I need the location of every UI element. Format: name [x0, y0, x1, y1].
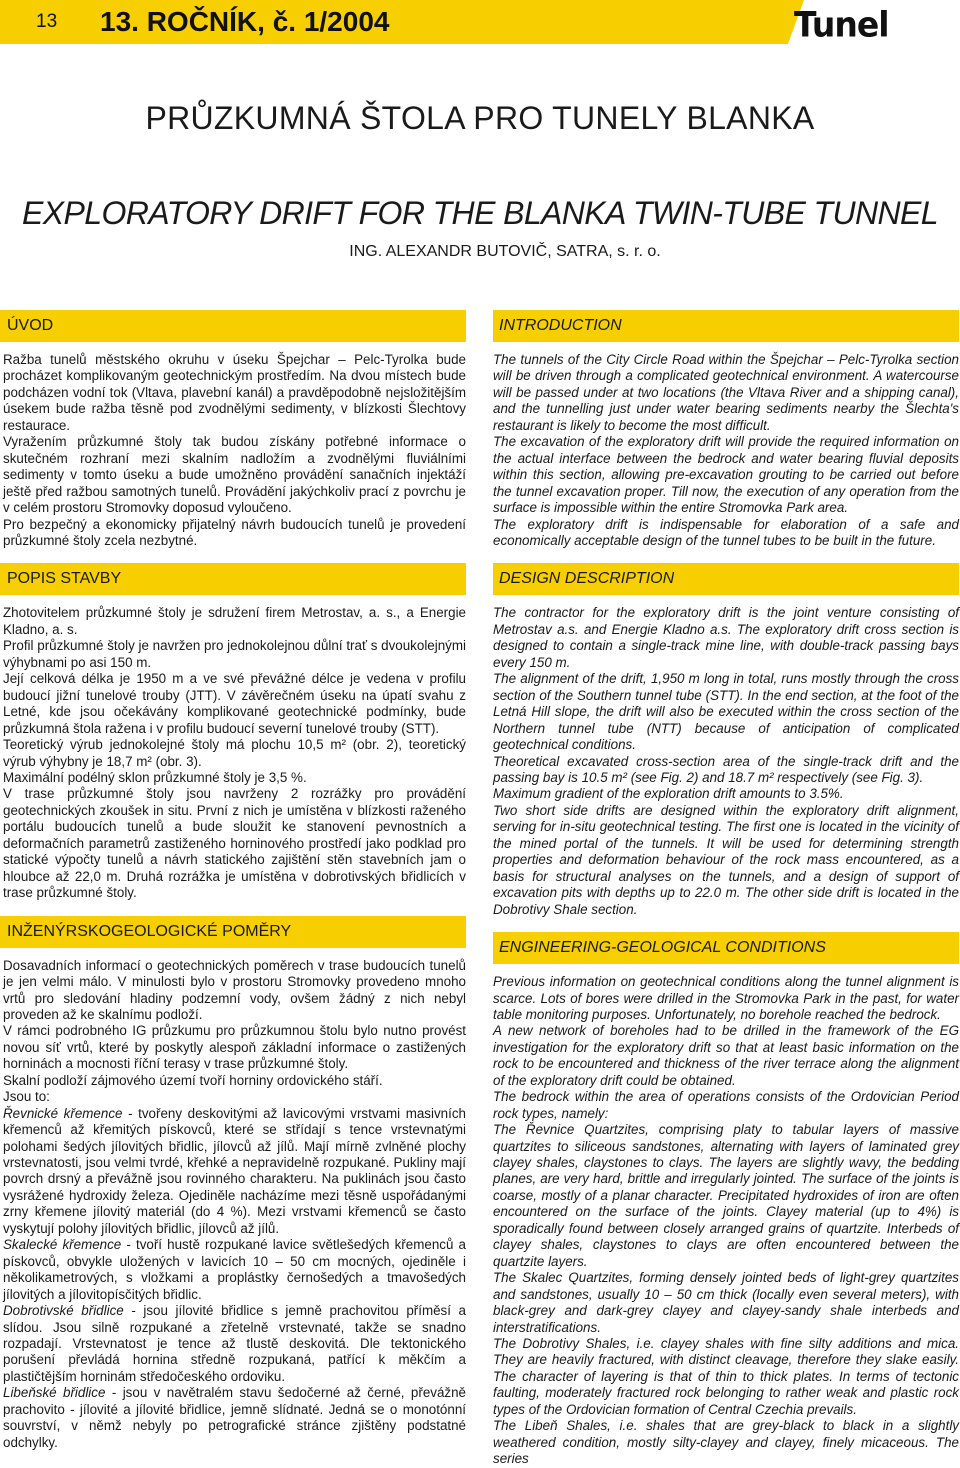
author-line: ING. ALEXANDR BUTOVIČ, SATRA, s. r. o. [349, 243, 661, 260]
paragraph: Jsou to: [3, 1089, 50, 1105]
rock-paragraph [3, 1106, 466, 1238]
paragraph: Theoretical excavated cross-section area of the single-track drift and the passing bay is 10.5 m² (see Fig. 2) and 18.7 m² respectively (see Fig. 3). [493, 753, 959, 785]
paragraph: The tunnels of the City Circle Road within the Špejchar – Pelc-Tyrolka section will be driven through a complicated geotechnical environment. A watercourse will be passed under at two locations (the Vltava River and a shipping canal), and the tunnelling just under water bearing sediments nearby the Šlechta's restaurant is likely to become the most difficult. [493, 352, 959, 433]
paragraph: Dosavadních informací o geotechnických poměrech v trase budoucích tunelů je jen velmi málo. V minulosti bylo v prostoru Stromovky provedeno mnoho vrtů pro sledování hladiny podzemní vody, ovšem žádný z nich nebyl proveden až ke skalnímu podloží. [3, 957, 466, 1022]
paragraph: Profil průzkumné štoly je navržen pro jednokolejnou důlní trať s dvoukolejnými výhybnami po asi 150 m. [3, 638, 466, 670]
paragraph: Skalní podloží zájmového území tvoří horniny ordovického stáří. [3, 1072, 383, 1088]
rock-description: - jsou v navětralém stavu šedočerné až černé, převážně prachovito - jílovité a jílovité břidlice, jemně slídnaté. Jedná se o monotónní souvrství, v němž nebyly po petrografické stránce zjištěny podstatné odchylky. [3, 1385, 466, 1450]
paragraph: The excavation of the exploratory drift will provide the required information on the actual interface between the bedrock and water bearing fluvial deposits within this section, allowing pre-excavation grouting to be carried out before the tunnel excavation proper. Till now, the execution of any operation from the surface is impossible within the entire Stromovka Park area. [493, 434, 959, 516]
paragraph: Maximální podélný sklon průzkumné štoly je 3,5 %. [3, 769, 307, 785]
rock-description: - jsou jílovité břidlice s jemně prachovitou příměsí a slídou. Jsou silně rozpukané a zřetelně vrstevnaté, takže se snadno rozpadají. Vrstevnatost je tence až tlustě deskovitá. Dle tektonického porušení převládá hornina středně rozpukaná, patřící k měkčím a plastičtějším horninám středočeského ordoviku. [3, 1303, 467, 1384]
title-czech: PRŮZKUMNÁ ŠTOLA PRO TUNELY BLANKA [145, 100, 815, 136]
rock-paragraph [3, 1303, 466, 1385]
paragraph: The Dobrotivy Shales, i.e. clayey shales with fine silty additions and mica. They are heavily fractured, with distinct cleavage, therefore they slake easily. The character of layering is that of thin to thick plates. In terms of tectonic faulting, moderately fractured rock belonging to rather weak and plastic rock types of the Ordovician formation of Central Czechia prevails. [493, 1336, 959, 1417]
tunel-logo: Tunel [794, 4, 889, 45]
paragraph: Previous information on geotechnical conditions along the tunnel alignment is scarce. Lots of bores were drilled in the Stromovka Park in the past, for water table monitoring purposes. Unfortunately, no borehole reached the bedrock. [493, 974, 959, 1022]
header-bar [0, 0, 960, 44]
section-heading-introduction: INTRODUCTION [493, 310, 959, 342]
paragraph: Zhotovitelem průzkumné štoly je sdružení firem Metrostav, a. s., a Energie Kladno, a. s. [3, 605, 466, 637]
paragraph: Ražba tunelů městského okruhu v úseku Špejchar – Pelc-Tyrolka bude procházet komplikovaným geotechnickým prostředím. Na dvou místech bude podcházen vodní tok (Vltava, plavební kanál) a pravděpodobně nejsložitějším úsekem bude ražba těsně pod zvodnělými sedimenty, v blízkosti Šlechtovy restaurace. [3, 352, 466, 433]
paragraph: The exploratory drift is indispensable for elaboration of a safe and economically acceptable design of the tunnel tubes to be built in the future. [493, 516, 959, 548]
page-number: 13 [0, 0, 80, 44]
paragraph: Její celková délka je 1950 m a ve své převážné délce je vedena v profilu budoucí jižní tunelové trouby (JTT). V závěrečném úseku na úpatí svahu z Letné, kde jsou očekávány komplikované geotechnické podmínky, bude průzkumná štola ražena i v profilu budoucí severní tunelové trouby (STT). [3, 671, 466, 736]
paragraph: The bedrock within the area of operations consists of the Ordovician Period rock types, namely: [493, 1089, 959, 1121]
paragraph: The Skalec Quartzites, forming densely jointed beds of light-grey quartzites and sandstones, usually 10 – 50 cm thick (locally even several meters), with black-grey and dark-grey clayey and clayey-sandy shale interbeds and interstratifications. [493, 1270, 959, 1335]
paragraph: V rámci podrobného IG průzkumu pro průzkumnou štolu bylo nutno provést novou síť vrtů, které by poskytly alespoň základní informace o zastižených horninách a mocnosti říční terasy v trase průzkumné štoly. [3, 1023, 466, 1072]
rock-description: - tvoří hustě rozpukané lavice světlešedých křemenců a pískovců, obvykle uložených v lavicích 10 – 50 cm mocných, ojediněle i několikametrových, s vložkami a proplástky černošedých a tmavošedých jílovitých a jílovitopísčitých břidlic. [3, 1237, 466, 1302]
paragraph: The Řevnice Quartzites, comprising platy to tabular layers of massive quartzites to siliceous sandstones, alternating with layers of laminated grey clayey shales, claystones to clays. The layers are slightly wavy, the bedding planes, are very hard, brittle and irregularly jointed. The surface of the joints is coarse, mostly of a planar character. Precipitated hydroxides of iron are often encountered on the surface of the joints. Clayey material (up to 4%) is sporadically found between closely arranged grains of quartzite. Interbeds of clayey shales, claystones to clays are often encountered between the quartzite layers. [493, 1122, 959, 1269]
section-heading-design: DESIGN DESCRIPTION [493, 563, 959, 595]
rock-paragraph [3, 1385, 466, 1451]
rock-paragraph [3, 1237, 466, 1303]
czech-column [0, 310, 466, 1451]
paragraph: Maximum gradient of the exploration drift amounts to 3.5%. [493, 786, 844, 802]
rock-name: Libeňské břidlice [3, 1385, 106, 1401]
rock-name: Dobrotivské břidlice [3, 1303, 124, 1319]
section-heading-uvod: ÚVOD [0, 310, 466, 342]
english-column [493, 310, 959, 1468]
paragraph: Pro bezpečný a ekonomicky přijatelný návrh budoucích tunelů je provedení průzkumné štoly zcela nezbytné. [3, 516, 466, 548]
paragraph: V trase průzkumné štoly jsou navrženy 2 rozrážky pro provádění geotechnických zkoušek in situ. První z nich je umístěna v blízkosti raženého portálu budoucích tunelů a bude sloužit ke stanovení pevnostních a deformačních parametrů zastiženého horninového prostředí jako podklad pro statické výpočty tunelů a návrh statického zajištění stěn stavebních jam o hloubce až 22,0 m. Druhá rozrážka je umístěna v dobrotivských břidlicích v trase průzkumné štoly. [3, 786, 466, 901]
paragraph: The alignment of the drift, 1,950 m long in total, runs mostly through the cross section of the Southern tunnel tube (STT). In the end section, at the foot of the Letná Hill slope, the drift will also be executed within the cross section of the Northern tunnel tube (NTT) because of anticipation of complicated geotechnical conditions. [493, 671, 959, 753]
paragraph: The Libeň Shales, i.e. shales that are grey-black to black in a slightly weathered condition, mostly silty-clayey and clayey, finely micaceous. The series [493, 1418, 959, 1467]
rock-description: - tvořeny deskovitými až lavicovými vrstvami masivních křemenců až křemitých pískovců, které se střídají s tence vrstevnatými polohami šedých jílovitých břidlic, jílovců až jílů. Mají mírně zvlněné plochy vrstevnatosti, jsou velmi tvrdé, křehké a nepravidelně rozpukané. Pukliny mají povrch drsný a převážně jsou rovinného charakteru. Na puklinách jsou často vysrážené hydroxidy železa. Ojediněle nacházíme mezi těsně uspořádanými zrny křemene jílovitý materiál (do 4 %). Mezi vrstvami křemenců se často vyskytují polohy jílovitých břidlic, jílovců až jílů. [3, 1105, 466, 1236]
paragraph: Teoretický výrub jednokolejné štoly má plochu 10,5 m² (obr. 2), teoretický výrub výhybny je 18,7 m² (obr. 3). [3, 737, 466, 769]
rock-name: Řevnické křemence [3, 1105, 123, 1121]
section-heading-popis: POPIS STAVBY [0, 563, 466, 595]
rock-name: Skalecké křemence [3, 1237, 122, 1253]
paragraph: A new network of boreholes had to be drilled in the framework of the EG investigation for the exploratory drift so that at least basic information on the rock to be encountered and thickness of the river terrace along the alignment of the exploratory drift could be obtained. [493, 1023, 959, 1088]
paragraph: The contractor for the exploratory drift is the joint venture consisting of Metrostav a.s. and Energie Kladno a.s. The exploratory drift cross section is designed to contain a single-track mine line, with double-track passing bays every 150 m. [493, 605, 959, 670]
section-heading-engineering: ENGINEERING-GEOLOGICAL CONDITIONS [493, 932, 959, 964]
title-english: EXPLORATORY DRIFT FOR THE BLANKA TWIN-TUBE TUNNEL [22, 195, 938, 231]
section-heading-ig: INŽENÝRSKOGEOLOGICKÉ POMĚRY [0, 916, 466, 948]
paragraph: Two short side drifts are designed within the exploratory drift alignment, serving for in-situ geotechnical testing. The first one is located in the vicinity of the mined portal of the tunnels. It will be used for determining strength properties and deformation behaviour of the rock mass encountered, as a basis for structural analyses on the tunnels, and a design of support of excavation pits with depths up to 22.0 m. The other side drift is located in the Dobrotivy Shale section. [493, 802, 959, 917]
issue-label: 13. ROČNÍK, č. 1/2004 [80, 0, 770, 44]
paragraph: Vyražením průzkumné štoly tak budou získány potřebné informace o skutečném rozhraní mezi skalním nadložím a zvodnělými fluviálními sedimenty v tomto úseku a bude umožněno provádění sanačních injektáží ještě před ražbou samotných tunelů. Provádění jakýchkoliv prací z povrchu je v celém prostoru Stromovky doposud vyloučeno. [3, 434, 466, 516]
